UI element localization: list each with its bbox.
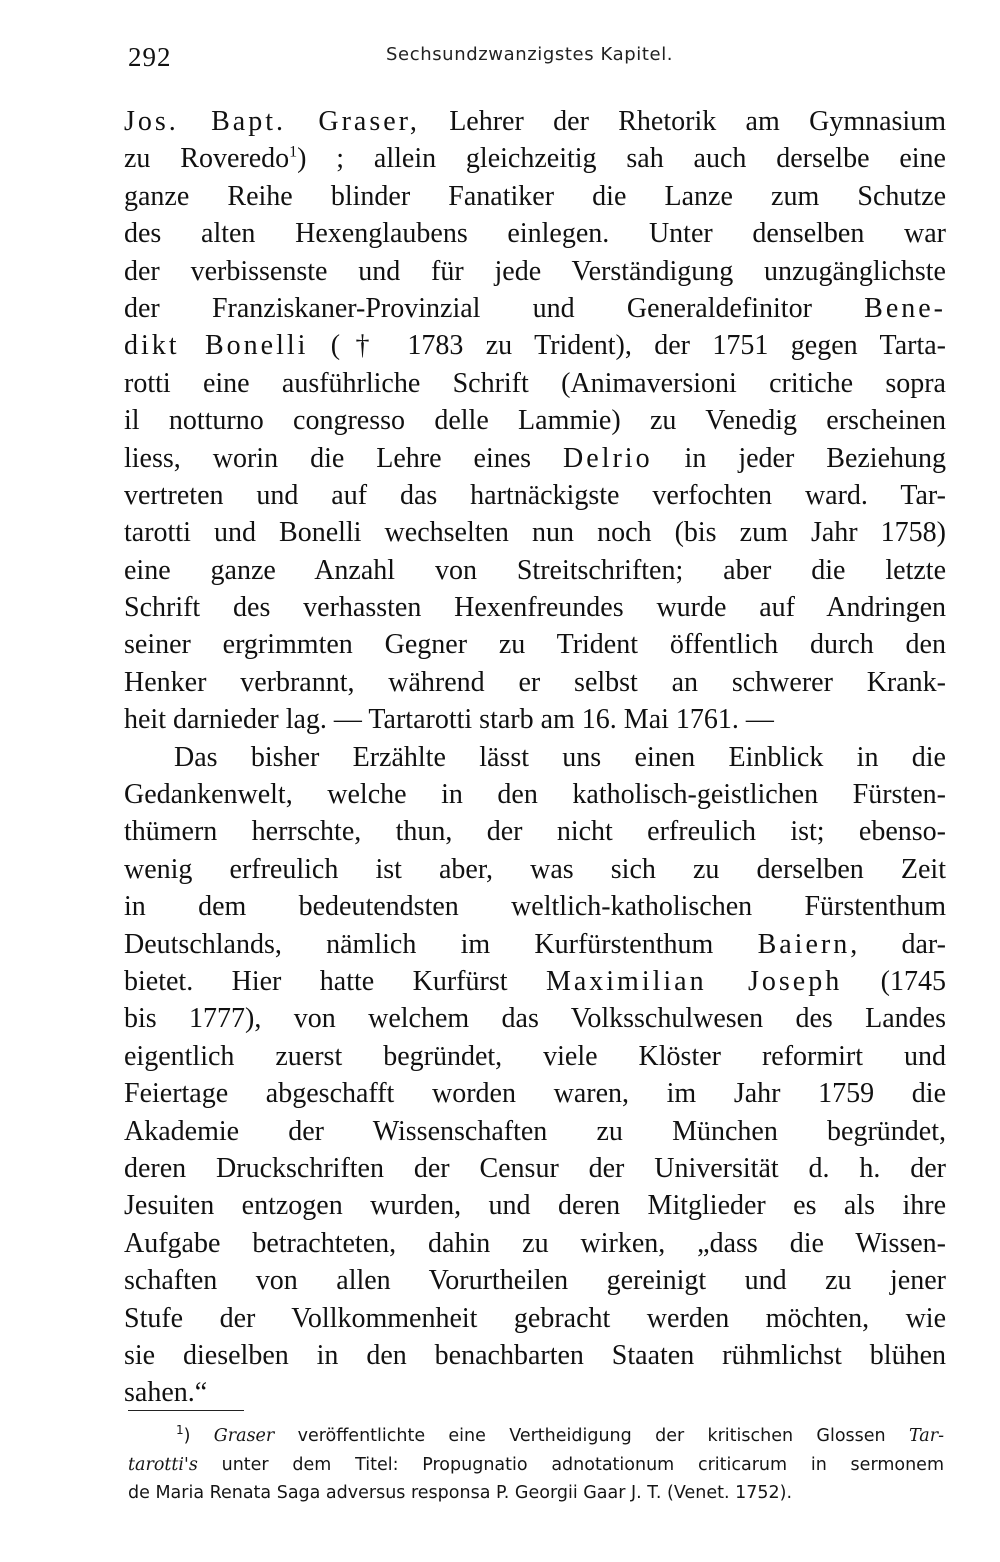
person-name: Delrio <box>563 442 653 474</box>
person-name: Maximilian Joseph <box>545 965 843 997</box>
text-line: der verbissenste und für jede Verständigung unzugänglichste <box>124 255 946 287</box>
footnote-line: $^1$) Graser veröffentlichte eine Vertheidigung der kritischen Glossen Tar- <box>176 1423 944 1446</box>
footnote-marker: 1 <box>176 1423 184 1438</box>
text-line: sie dieselben in den benachbarten Staaten rühmlichst blühen <box>124 1339 946 1371</box>
text-line: Akademie der Wissenschaften zu München begründet, <box>124 1115 946 1147</box>
text-line: rotti eine ausführliche Schrift (Animaversioni critiche sopra <box>124 367 946 399</box>
text-line: schaften von allen Vorurtheilen gereinigt und zu jener <box>124 1265 946 1297</box>
text-line: zu Roveredo$^1$) ; allein gleichzeitig sah auch derselbe eine <box>124 143 946 175</box>
footnote-divider <box>128 1410 244 1411</box>
text-line: Schrift des verhassten Hexenfreundes wurde auf Andringen <box>124 592 946 624</box>
text-line: vertreten und auf das hartnäckigste verfochten ward. Tar- <box>124 479 946 511</box>
footnote-line: de Maria Renata Saga adversus responsa P. Georgii Gaar J. T. (Venet. 1752). <box>128 1483 793 1503</box>
text-line: deren Druckschriften der Censur der Universität d. h. der <box>124 1152 946 1184</box>
text-line: heit darnieder lag. — Tartarotti starb am 16. Mai 1761. — <box>124 704 774 736</box>
chapter-title: Sechsundzwanzigstes Kapitel. <box>386 44 674 65</box>
text-line: Deutschlands, nämlich im Kurfürstenthum Baiern, dar- <box>124 928 947 960</box>
page-number: 292 <box>128 42 172 72</box>
text-line: eine ganze Anzahl von Streitschriften; aber die letzte <box>124 554 946 586</box>
person-name: Jos. Bapt. Graser, <box>124 106 420 137</box>
text-line: bietet. Hier hatte Kurfürst Maximilian Joseph (1745 <box>124 965 946 997</box>
text-line: ganze Reihe blinder Fanatiker die Lanze zum Schutze <box>124 180 946 212</box>
body-text <box>124 103 946 1412</box>
text-line: il notturno congresso delle Lammie) zu Venedig erscheinen <box>124 405 946 437</box>
person-name: dikt Bonelli <box>124 330 309 362</box>
text-line: in dem bedeutendsten weltlich-katholischen Fürstenthum <box>124 891 946 923</box>
text-line: der Franziskaner-Provinzial und Generaldefinitor Bene- <box>124 292 946 324</box>
text-line: Jos. Bapt. Graser, Lehrer der Rhetorik am Gymnasium <box>124 106 946 137</box>
text-line: Feiertage abgeschafft worden waren, im Jahr 1759 die <box>124 1078 946 1110</box>
footnote-name: Graser <box>213 1426 275 1446</box>
text-line: dikt Bonelli († 1783 zu Trident), der 1751 gegen Tarta- <box>124 330 946 362</box>
text-line: Stufe der Vollkommenheit gebracht werden möchten, wie <box>124 1302 946 1334</box>
text-line: des alten Hexenglaubens einlegen. Unter denselben war <box>124 218 946 250</box>
person-name: Bene- <box>864 292 946 324</box>
text-line: Aufgabe betrachteten, dahin zu wirken, „dass die Wissen- <box>124 1227 946 1259</box>
footnote <box>128 1422 944 1508</box>
text-line: Gedankenwelt, welche in den katholisch-geistlichen Fürsten- <box>124 779 946 811</box>
text-line: Henker verbrannt, während er selbst an schwerer Krank- <box>124 666 946 698</box>
text-line: seiner ergrimmten Gegner zu Trident öffentlich durch den <box>124 629 946 661</box>
text-line: thümern herrschte, thun, der nicht erfreulich ist; ebenso- <box>124 816 946 848</box>
text-line: wenig erfreulich ist aber, was sich zu derselben Zeit <box>124 853 946 885</box>
text-line: sahen.“ <box>124 1377 208 1409</box>
text-line: tarotti und Bonelli wechselten nun noch (bis zum Jahr 1758) <box>124 517 946 549</box>
footnote-reference[interactable]: 1 <box>289 144 298 162</box>
text-line: eigentlich zuerst begründet, viele Klöster reformirt und <box>124 1040 946 1072</box>
text-line: bis 1777), von welchem das Volksschulwesen des Landes <box>124 1003 946 1035</box>
place-name: Baiern <box>757 928 851 960</box>
text-line: liess, worin die Lehre eines Delrio in jeder Beziehung <box>124 442 947 474</box>
running-head <box>128 42 944 72</box>
text-line: Jesuiten entzogen wurden, und deren Mitglieder es als ihre <box>124 1190 946 1222</box>
footnote-line: tarotti's unter dem Titel: Propugnatio adnotationum criticarum in sermonem <box>128 1454 944 1475</box>
paragraph-start-line: Das bisher Erzählte lässt uns einen Einblick in die <box>174 741 946 773</box>
